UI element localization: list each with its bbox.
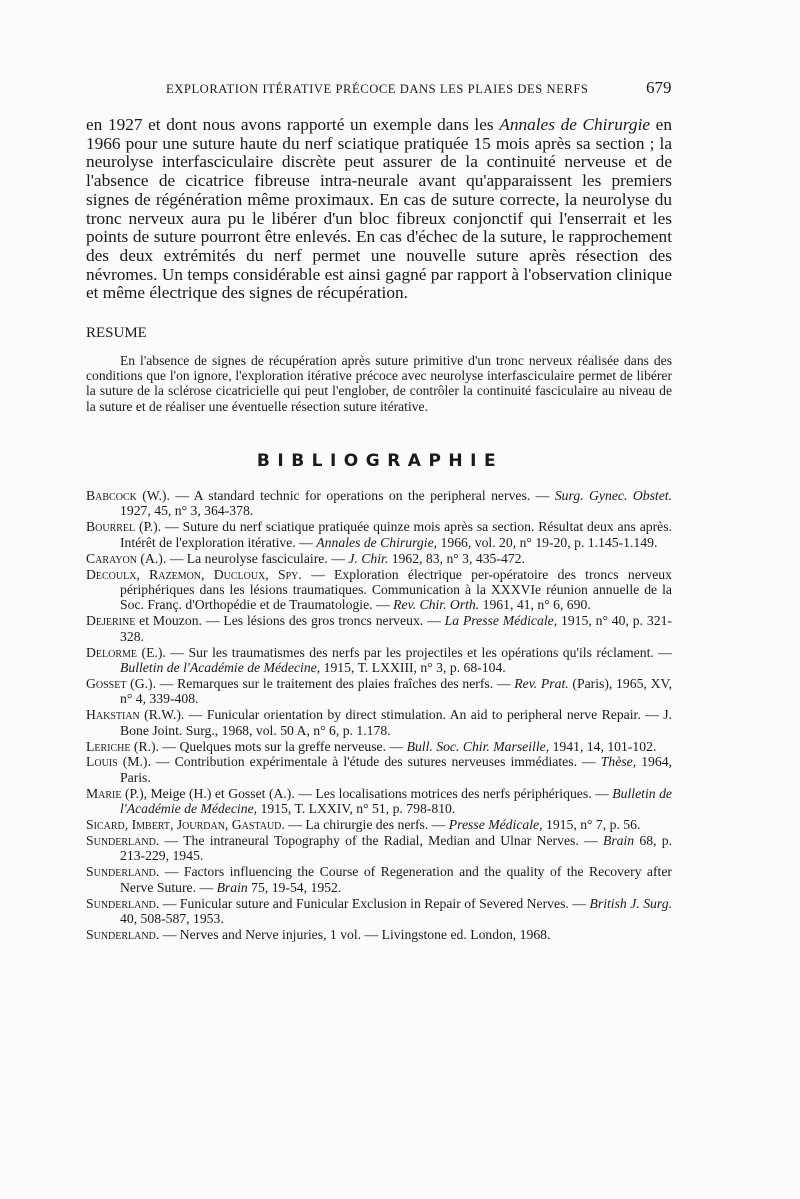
entry-journal: Presse Médicale,: [448, 817, 543, 833]
resume-text: En l'absence de signes de récupération après suture primitive d'un tronc nerveux réalisée dans des conditions que l'on ignore, l'exploration itérative précoce avec neurolyse interfasciculaire permet de libérer la suture de la sclérose cicatricielle qui peut l'englober, de contrôler la continuité fasciculaire au niveau de la suture et de réaliser une éventuelle résection suture itérative.: [86, 353, 672, 414]
entry-journal: Bulletin de l'Académie de Médecine,: [120, 785, 672, 817]
journal-title: Annales de Chirurgie: [499, 115, 651, 134]
entry-text: et Mouzon. — Les lésions des gros troncs nerveux. —: [135, 613, 445, 629]
bibliography-entry: [86, 676, 672, 707]
entry-author: Louis: [86, 754, 118, 770]
entry-text: (W.). — A standard technic for operations on the peripheral nerves. —: [136, 488, 555, 503]
entry-text: (A.). — La neurolyse fasciculaire. —: [137, 550, 349, 566]
entry-journal: Surg. Gynec. Obstet.: [554, 488, 672, 503]
entry-journal: J. Chir.: [348, 550, 389, 566]
entry-author: Dejerine: [86, 613, 136, 629]
entry-text: (E.). — Sur les traumatismes des nerfs par les projectiles et les opérations qu'ils réclament. —: [137, 644, 672, 660]
entry-tail: 75, 19-54, 1952.: [247, 879, 342, 895]
entry-journal: Rev. Prat.: [514, 675, 569, 691]
bibliography-entry: [86, 707, 672, 738]
bibliography-entry: [86, 645, 672, 676]
entry-tail: 1941, 14, 101-102.: [549, 738, 657, 754]
entry-text: (R.). — Quelques mots sur la greffe nerveuse. —: [130, 738, 407, 754]
body-text-segment: en 1927 et dont nous avons rapporté un exemple dans les: [86, 115, 500, 134]
bibliography-entry: [86, 519, 672, 550]
entry-tail: 1962, 83, n° 3, 435-472.: [388, 550, 525, 566]
bibliography-entry: [86, 567, 672, 613]
entry-author: Sunderland: [86, 832, 156, 848]
entry-tail: (Paris), 1965, XV, n° 4, 339-408.: [120, 675, 672, 707]
entry-author: Sicard, Imbert, Jourdan, Gastaud: [86, 817, 282, 833]
entry-journal: Bull. Soc. Chir. Marseille,: [406, 738, 550, 754]
entry-tail: 1915, n° 40, p. 321-328.: [120, 613, 672, 644]
body-text-segment: en 1966 pour une suture haute du nerf sciatique pratiquée 15 mois après sa section ; la neurolyse interfasciculaire discrète peut assurer de la continuité nerveuse et de l'absence de cicatrice fibreuse intra-neurale avant qu'apparaissent les premiers signes de régénération même proximaux. En cas de suture correcte, la neurolyse du tronc nerveux aura pu le libérer d'un bloc fibreux conjonctif qui l'enserrait et les points de suture pourront être enlevés. En cas d'échec de la suture, le rapprochement des deux extrémités du nerf permet une nouvelle suture après résection des névromes. Un temps considérable est ainsi gagné par rapport à l'observation clinique et même électrique des signes de récupération.: [86, 115, 672, 303]
entry-author: Sunderland: [86, 864, 156, 880]
entry-author: Babcock: [86, 488, 137, 503]
entry-author: Sunderland: [86, 926, 156, 942]
entry-journal: Brain: [216, 879, 248, 895]
entry-journal: Rev. Chir. Orth.: [393, 597, 480, 613]
entry-author: Delorme: [86, 644, 137, 660]
entry-text: . — Factors influencing the Course of Regeneration and the quality of the Recovery after Nerve Suture. —: [120, 864, 672, 895]
entry-tail: 1915, T. LXXIII, n° 3, p. 68-104.: [320, 659, 506, 675]
bibliography-entry: [86, 786, 672, 817]
entry-text: (P.). — Suture du nerf sciatique pratiquée quinze mois après sa section. Résultat deux ans après. Intérêt de l'exploration itérative. —: [120, 519, 672, 550]
entry-author: Decoulx, Razemon, Ducloux, Spy: [86, 566, 299, 582]
entry-tail: 1966, vol. 20, n° 19-20, p. 1.145-1.149.: [437, 534, 658, 550]
entry-author: Hakstian: [86, 707, 140, 723]
entry-text: (G.). — Remarques sur le traitement des plaies fraîches des nerfs. —: [126, 675, 515, 691]
entry-text: . — Exploration électrique per-opératoire des troncs nerveux périphériques dans les lésions traumatiques. Communication à la XXXVIe réunion annuelle de la Soc. Franç. d'Orthopédie et de Traumatologie. —: [120, 566, 672, 613]
entry-author: Sunderland: [86, 895, 156, 911]
bibliography-entry: [86, 864, 672, 895]
entry-tail: 1961, 41, n° 6, 690.: [479, 597, 591, 613]
entry-text: . — Nerves and Nerve injuries, 1 vol. — Livingstone ed. London, 1968.: [155, 926, 551, 942]
entry-text: . — The intraneural Topography of the Radial, Median and Ulnar Nerves. —: [155, 832, 603, 848]
entry-journal: Annales de Chirurgie,: [316, 534, 438, 550]
resume-heading: RESUME: [86, 325, 147, 341]
bibliography-entry: [86, 754, 672, 785]
bibliography-entry: [86, 833, 672, 864]
bibliography-entry: [86, 488, 672, 519]
bibliography-entry: [86, 739, 672, 754]
entry-journal: Thèse,: [600, 754, 637, 770]
bibliography-entry: [86, 817, 672, 832]
running-head: EXPLORATION ITÉRATIVE PRÉCOCE DANS LES PLAIES DES NERFS: [166, 82, 589, 96]
page-number: 679: [646, 78, 672, 97]
entry-text: (M.). — Contribution expérimentale à l'étude des sutures nerveuses immédiates. —: [117, 754, 601, 770]
entry-author: Leriche: [86, 738, 131, 754]
entry-tail: 1964, Paris.: [120, 754, 673, 785]
entry-journal: British J. Surg.: [589, 895, 672, 911]
bibliography-entry: [86, 896, 672, 927]
entry-tail: 1915, T. LXXIV, n° 51, p. 798-810.: [257, 801, 456, 817]
entry-author: Gosset: [86, 675, 127, 691]
entry-text: . — Funicular suture and Funicular Exclusion in Repair of Severed Nerves. —: [155, 895, 590, 911]
entry-journal: Bulletin de l'Académie de Médecine,: [120, 659, 321, 675]
page-header: [0, 78, 800, 102]
entry-text: (R.W.). — Funicular orientation by direct stimulation. An aid to peripheral nerve Repair. — J. Bone Joint. Surg., 1968, vol. 50 A, n° 6, p. 1.178.: [120, 707, 672, 738]
entry-tail: 68, p. 213-229, 1945.: [120, 832, 672, 864]
bibliography-heading: BIBLIOGRAPHIE: [256, 451, 504, 471]
entry-text: . — La chirurgie des nerfs. —: [281, 817, 449, 833]
entry-author: Marie: [86, 785, 122, 801]
entry-text: (P.), Meige (H.) et Gosset (A.). — Les localisations motrices des nerfs périphériques. —: [121, 785, 613, 801]
body-paragraph: [86, 116, 672, 303]
entry-author: Carayon: [86, 550, 137, 566]
entry-tail: 40, 508-587, 1953.: [120, 910, 224, 926]
entry-tail: 1915, n° 7, p. 56.: [542, 817, 641, 833]
bibliography-list: [86, 488, 672, 943]
bibliography-entry: [86, 927, 672, 942]
bibliography-entry: [86, 551, 672, 566]
entry-author: Bourrel: [86, 519, 136, 535]
entry-journal: Brain: [602, 832, 635, 848]
entry-tail: 1927, 45, n° 3, 364-378.: [120, 503, 254, 519]
bibliography-entry: [86, 613, 672, 644]
entry-journal: La Presse Médicale,: [444, 613, 558, 629]
